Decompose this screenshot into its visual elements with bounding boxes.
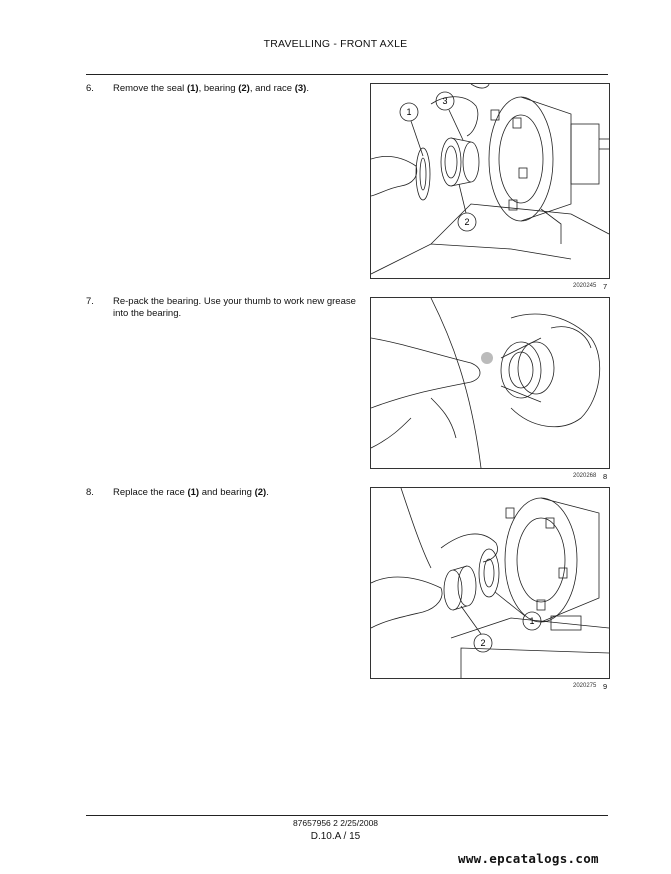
step-number: 6.: [86, 83, 94, 94]
footer-rule: [86, 815, 608, 816]
step-text: [113, 83, 356, 95]
figure-install-bearing: [370, 487, 610, 679]
step-number: 7.: [86, 296, 94, 307]
step-text-run: and bearing: [199, 487, 255, 498]
footer-doc-code: 87657956 2 2/25/2008: [292, 818, 379, 828]
callout-2: 2: [480, 638, 486, 648]
step-8: [86, 487, 356, 499]
callout-1: 1: [529, 616, 535, 626]
footer-page-number: D.10.A / 15: [310, 831, 361, 842]
callout-ref: (2): [254, 487, 267, 498]
header-rule: [86, 74, 608, 75]
step-number: 8.: [86, 487, 94, 498]
figure-code: 2020245: [573, 283, 597, 289]
bearing-removal-illustration: [371, 84, 609, 278]
callout-ref: (1): [187, 487, 200, 498]
step-text-run: , and race: [249, 83, 295, 94]
step-text: [113, 487, 356, 499]
figure-repack-bearing: [370, 297, 610, 469]
step-text-run: .: [266, 487, 269, 498]
figure-number: 7: [603, 282, 608, 291]
bearing-install-illustration: [371, 488, 609, 678]
step-7: [86, 296, 356, 320]
step-text-run: Remove the seal: [113, 83, 187, 94]
step-6: [86, 83, 356, 95]
step-text-run: .: [306, 83, 309, 94]
callout-ref: (3): [294, 83, 307, 94]
figure-code: 2020268: [573, 473, 597, 479]
step-text-run: Replace the race: [113, 487, 188, 498]
page-header-title: TRAVELLING - FRONT AXLE: [263, 38, 408, 50]
step-text: [113, 296, 356, 320]
figure-number: 9: [603, 682, 608, 691]
watermark: www.epcatalogs.com: [458, 851, 599, 866]
callout-ref: (1): [186, 83, 199, 94]
callout-ref: (2): [238, 83, 250, 94]
figure-number: 8: [603, 472, 608, 481]
callout-3: 3: [442, 96, 448, 106]
bearing-repack-illustration: [371, 298, 609, 468]
figure-remove-bearing: [370, 83, 610, 279]
callout-1: 1: [406, 107, 412, 117]
figure-code: 2020275: [573, 683, 597, 689]
callout-2: 2: [464, 217, 470, 227]
step-text-run: Re-pack the bearing. Use your thumb to work new grease into the bearing.: [113, 296, 356, 319]
step-text-run: , bearing: [198, 83, 239, 94]
